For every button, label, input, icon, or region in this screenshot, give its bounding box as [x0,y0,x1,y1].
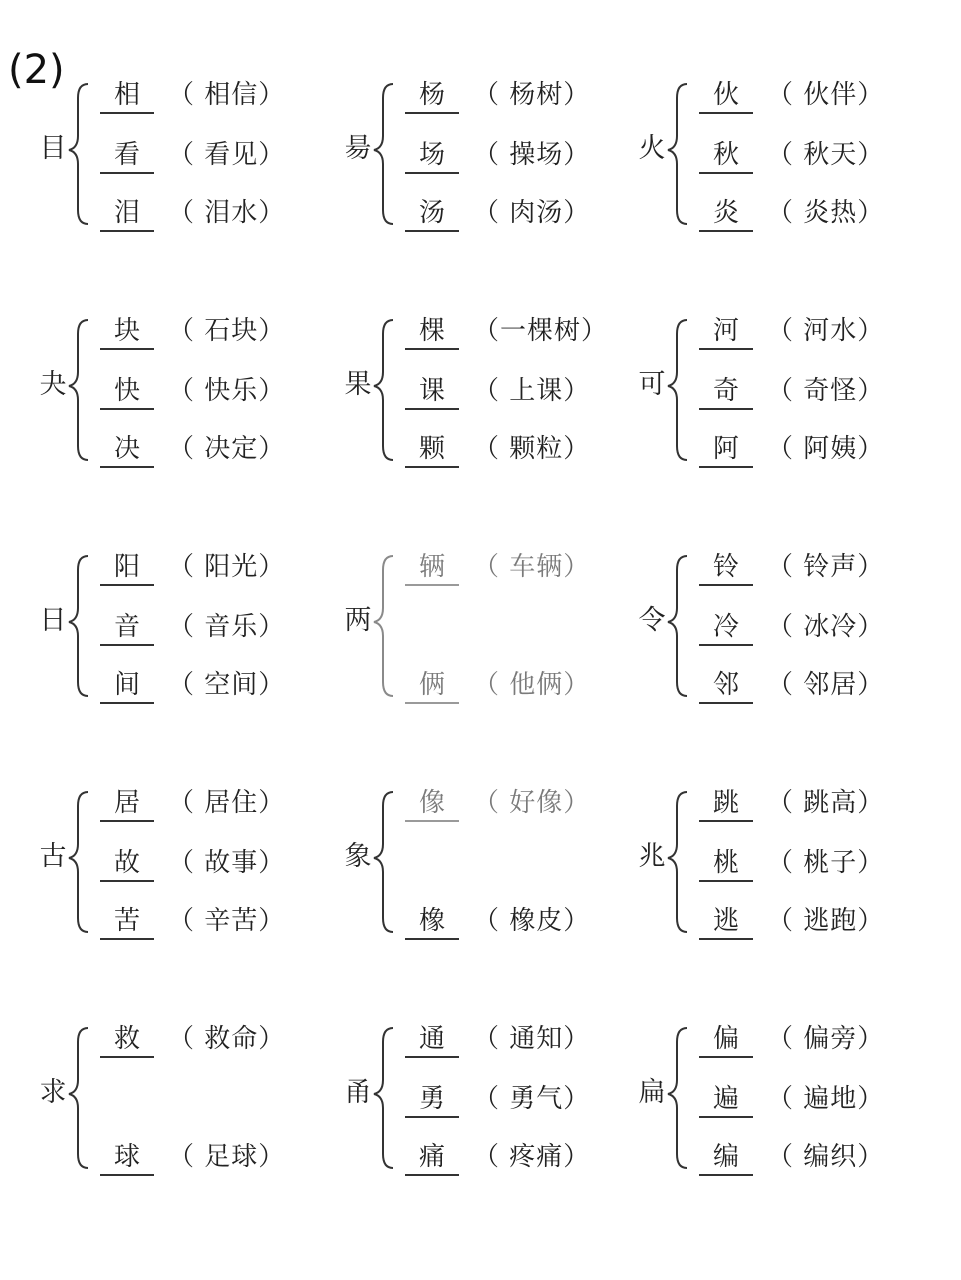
radical-char: 古 [39,841,67,872]
radical-group [38,550,338,700]
example-word: （ 故事） [168,848,286,878]
radical-char: 甬 [344,1077,372,1108]
answer-char: 决 [113,434,140,464]
example-word: （ 跳高） [767,788,885,818]
answer-char: 音 [113,612,140,642]
example-word: （ 车辆） [473,552,591,582]
answer-char: 秋 [712,140,739,170]
answer-char: 间 [113,670,140,700]
example-word: （ 上课） [473,376,591,406]
answer-underline [100,172,154,174]
answer-underline [405,1116,459,1118]
radical-group [637,550,937,700]
answer-underline [100,1174,154,1176]
answer-underline [100,348,154,350]
answer-char: 铃 [712,552,739,582]
answer-underline [699,880,753,882]
radical-group [343,1022,643,1172]
answer-char: 邻 [712,670,739,700]
answer-underline [699,644,753,646]
radical-group [343,786,643,936]
answer-char: 场 [418,140,445,170]
radical-char: 求 [39,1077,67,1108]
answer-underline [699,1116,753,1118]
answer-char: 相 [113,80,140,110]
radical-char: 兆 [638,841,666,872]
example-word: （ 杨树） [473,80,591,110]
example-word: （ 看见） [168,140,286,170]
example-word: （ 肉汤） [473,198,591,228]
answer-char: 冷 [712,612,739,642]
answer-char: 像 [418,788,445,818]
answer-underline [100,408,154,410]
curly-brace-icon [66,550,94,700]
answer-char: 泪 [113,198,140,228]
curly-brace-icon [66,314,94,464]
example-word: （ 相信） [168,80,286,110]
answer-underline [405,172,459,174]
answer-char: 块 [113,316,140,346]
answer-char: 勇 [418,1084,445,1114]
curly-brace-icon [66,1022,94,1172]
example-word: （ 操场） [473,140,591,170]
answer-underline [699,466,753,468]
example-word: （ 伙伴） [767,80,885,110]
answer-underline [100,644,154,646]
example-word: （ 他俩） [473,670,591,700]
answer-underline [699,820,753,822]
answer-char: 遍 [712,1084,739,1114]
curly-brace-icon [66,78,94,228]
example-word: （ 快乐） [168,376,286,406]
radical-char: 可 [638,369,666,400]
example-word: （ 辛苦） [168,906,286,936]
answer-char: 跳 [712,788,739,818]
radical-char: 令 [638,605,666,636]
curly-brace-icon [665,786,693,936]
answer-underline [405,1174,459,1176]
answer-char: 偏 [712,1024,739,1054]
answer-char: 看 [113,140,140,170]
example-word: （ 铃声） [767,552,885,582]
answer-underline [405,408,459,410]
curly-brace-icon [371,786,399,936]
answer-underline [699,348,753,350]
answer-char: 阳 [113,552,140,582]
answer-underline [405,938,459,940]
radical-group [343,78,643,228]
curly-brace-icon [371,78,399,228]
answer-underline [405,820,459,822]
example-word: （ 河水） [767,316,885,346]
answer-char: 痛 [418,1142,445,1172]
example-word: （ 桃子） [767,848,885,878]
radical-char: 火 [638,133,666,164]
answer-underline [699,172,753,174]
example-word: （ 邻居） [767,670,885,700]
answer-underline [100,820,154,822]
example-word: （ 炎热） [767,198,885,228]
answer-underline [405,584,459,586]
answer-underline [100,880,154,882]
answer-char: 炎 [712,198,739,228]
example-word: （ 泪水） [168,198,286,228]
example-word: （ 阳光） [168,552,286,582]
curly-brace-icon [66,786,94,936]
answer-char: 桃 [712,848,739,878]
curly-brace-icon [371,550,399,700]
radical-group [38,78,338,228]
radical-char: 果 [344,369,372,400]
answer-char: 快 [113,376,140,406]
example-word: （ 颗粒） [473,434,591,464]
answer-char: 阿 [712,434,739,464]
answer-underline [699,1174,753,1176]
example-word: （ 决定） [168,434,286,464]
radical-char: 象 [344,841,372,872]
example-word: （ 逃跑） [767,906,885,936]
radical-char: 扁 [638,1077,666,1108]
example-word: （ 勇气） [473,1084,591,1114]
answer-underline [699,584,753,586]
radical-char: 两 [344,605,372,636]
example-word: （ 通知） [473,1024,591,1054]
answer-char: 球 [113,1142,140,1172]
answer-char: 杨 [418,80,445,110]
radical-group [38,314,338,464]
answer-char: 俩 [418,670,445,700]
answer-underline [405,112,459,114]
example-word: （ 疼痛） [473,1142,591,1172]
radical-group [637,786,937,936]
curly-brace-icon [665,550,693,700]
answer-underline [405,1056,459,1058]
answer-char: 奇 [712,376,739,406]
answer-char: 颗 [418,434,445,464]
answer-underline [405,702,459,704]
curly-brace-icon [371,314,399,464]
answer-underline [699,112,753,114]
example-word: （ 阿姨） [767,434,885,464]
example-word: （ 冰冷） [767,612,885,642]
example-word: （ 居住） [168,788,286,818]
answer-char: 故 [113,848,140,878]
answer-underline [405,466,459,468]
radical-group [38,786,338,936]
example-word: （ 足球） [168,1142,286,1172]
radical-group [637,1022,937,1172]
curly-brace-icon [665,1022,693,1172]
answer-underline [100,112,154,114]
example-word: （ 救命） [168,1024,286,1054]
answer-char: 通 [418,1024,445,1054]
curly-brace-icon [665,78,693,228]
answer-char: 救 [113,1024,140,1054]
answer-underline [100,584,154,586]
answer-char: 汤 [418,198,445,228]
answer-underline [100,938,154,940]
answer-underline [100,1056,154,1058]
answer-underline [699,230,753,232]
radical-group [637,78,937,228]
example-word: （ 橡皮） [473,906,591,936]
answer-char: 苦 [113,906,140,936]
answer-underline [100,702,154,704]
radical-group [38,1022,338,1172]
answer-char: 伙 [712,80,739,110]
example-word: （ 音乐） [168,612,286,642]
answer-underline [699,702,753,704]
example-word: （ 偏旁） [767,1024,885,1054]
example-word: （一棵树） [473,316,609,346]
curly-brace-icon [371,1022,399,1172]
answer-char: 编 [712,1142,739,1172]
radical-char: 夬 [39,369,67,400]
page-title: (2) [8,47,65,93]
answer-char: 课 [418,376,445,406]
example-word: （ 编织） [767,1142,885,1172]
answer-underline [699,938,753,940]
answer-char: 河 [712,316,739,346]
answer-underline [405,230,459,232]
example-word: （ 石块） [168,316,286,346]
answer-char: 橡 [418,906,445,936]
radical-char: 目 [39,133,67,164]
example-word: （ 奇怪） [767,376,885,406]
example-word: （ 好像） [473,788,591,818]
radical-group [343,314,643,464]
answer-char: 辆 [418,552,445,582]
curly-brace-icon [665,314,693,464]
radical-char: 日 [39,605,67,636]
radical-group [343,550,643,700]
answer-char: 居 [113,788,140,818]
answer-underline [699,408,753,410]
answer-underline [100,230,154,232]
answer-underline [100,466,154,468]
radical-char: 昜 [344,133,372,164]
radical-group [637,314,937,464]
answer-char: 逃 [712,906,739,936]
answer-underline [699,1056,753,1058]
answer-underline [405,348,459,350]
example-word: （ 空间） [168,670,286,700]
example-word: （ 秋天） [767,140,885,170]
example-word: （ 遍地） [767,1084,885,1114]
answer-char: 棵 [418,316,445,346]
